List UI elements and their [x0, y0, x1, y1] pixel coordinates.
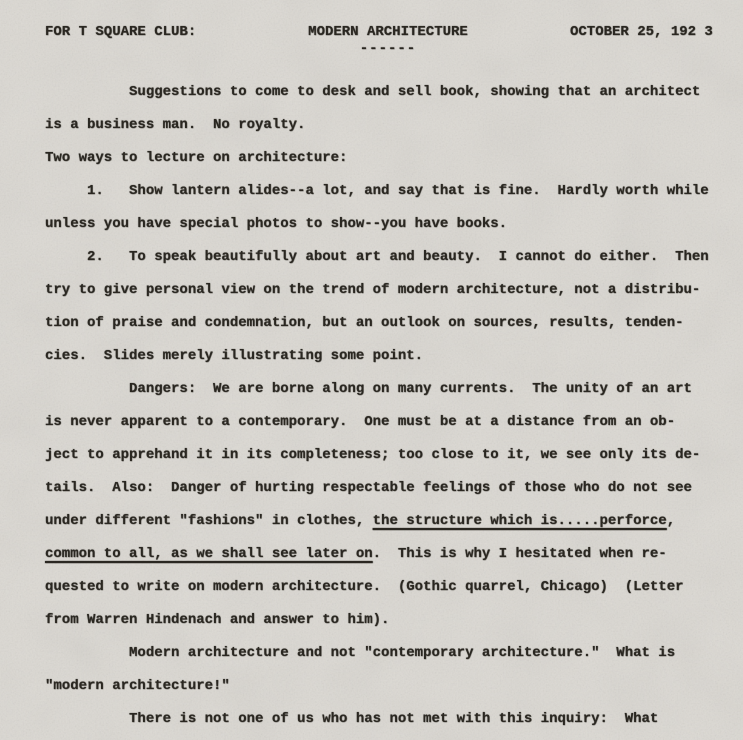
document-title-block	[305, 24, 471, 57]
document-line	[45, 76, 735, 109]
document-line	[45, 307, 735, 340]
document-line	[45, 703, 735, 736]
text-run: ,	[666, 513, 676, 529]
text-run: Two ways to lecture on architecture:	[45, 150, 348, 166]
document-body	[45, 76, 735, 736]
text-run: quested to write on modern architecture. (Gothic quarrel, Chicago) (Letter	[45, 579, 684, 595]
document-line	[45, 175, 735, 208]
document-line	[45, 340, 735, 373]
document-line	[45, 670, 735, 703]
document-line	[45, 637, 735, 670]
document-line	[45, 142, 735, 175]
document-line	[45, 538, 735, 571]
header-recipient: FOR T SQUARE CLUB:	[45, 24, 197, 40]
text-run: . This is why I hesitated when re-	[372, 546, 667, 562]
text-run: There is not one of us who has not met with this inquiry: What	[45, 711, 659, 727]
document-line	[45, 439, 735, 472]
underlined-text-run: common to all, as we shall see later on	[45, 546, 373, 562]
document-line	[45, 571, 735, 604]
text-run: tion of praise and condemnation, but an outlook on sources, results, tenden-	[45, 315, 684, 331]
document-title: MODERN ARCHITECTURE	[308, 24, 468, 40]
text-run: is never apparent to a contemporary. One must be at a distance from an ob-	[45, 414, 676, 430]
text-run: unless you have special photos to show--you have books.	[45, 216, 508, 232]
text-run: "modern architecture!"	[45, 678, 230, 694]
text-run: is a business man. No royalty.	[45, 117, 306, 133]
text-run: ject to apprehand it in its completeness; too close to it, we see only its de-	[45, 447, 701, 463]
title-underline-dashes: ------	[359, 41, 417, 57]
document-line	[45, 373, 735, 406]
text-run: 1. Show lantern alides--a lot, and say that is fine. Hardly worth while	[45, 183, 709, 199]
underlined-text-run: the structure which is.....perforce	[372, 513, 667, 529]
text-run: Suggestions to come to desk and sell book, showing that an architect	[45, 84, 701, 100]
text-run: Modern architecture and not "contemporary architecture." What is	[45, 645, 676, 661]
document-line	[45, 604, 735, 637]
document-line	[45, 241, 735, 274]
text-run: cies. Slides merely illustrating some point.	[45, 348, 424, 364]
text-run: under different "fashions" in clothes,	[45, 513, 373, 529]
document-line	[45, 406, 735, 439]
document-line	[45, 274, 735, 307]
text-run: Dangers: We are borne along on many currents. The unity of an art	[45, 381, 692, 397]
text-run: from Warren Hindenach and answer to him).	[45, 612, 390, 628]
document-line	[45, 505, 735, 538]
document-date: OCTOBER 25, 192 3	[570, 24, 713, 40]
text-run: 2. To speak beautifully about art and beauty. I cannot do either. Then	[45, 249, 709, 265]
text-run: tails. Also: Danger of hurting respectable feelings of those who do not see	[45, 480, 692, 496]
document-line	[45, 472, 735, 505]
document-line	[45, 208, 735, 241]
document-line	[45, 109, 735, 142]
text-run: try to give personal view on the trend of modern architecture, not a distribu-	[45, 282, 701, 298]
